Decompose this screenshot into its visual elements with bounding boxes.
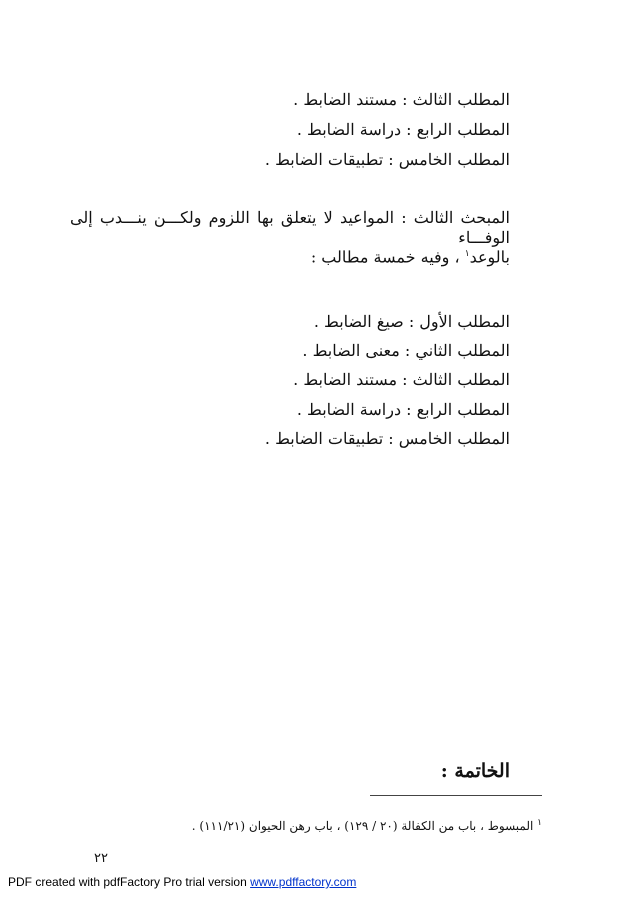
conclusion-heading: الخاتمة : <box>440 760 510 782</box>
section-a-item-2: المطلب الرابع : دراسة الضابط . <box>296 120 510 139</box>
research-heading-line-2-start: بالوعد <box>469 247 510 267</box>
research-heading-line-2-end: ، وفيه خمسة مطالب : <box>310 247 465 267</box>
footnote-text: المبسوط ، باب من الكفالة (٢٠ / ١٢٩) ، باب رهن الحيوان (١١١/٢١) . <box>191 819 534 833</box>
page-number: ٢٢ <box>94 851 108 866</box>
pdf-footer-text: PDF created with pdfFactory Pro trial version <box>8 875 251 889</box>
section-a-item-1: المطلب الثالث : مستند الضابط . <box>293 90 510 109</box>
section-a-item-3: المطلب الخامس : تطبيقات الضابط . <box>264 150 510 169</box>
research-heading-line-1: المبحث الثالث : المواعيد لا يتعلق بها اللزوم ولكـــن ينـــدب إلى الوفـــاء <box>70 208 510 247</box>
footnote-separator <box>370 795 542 796</box>
section-b-item-5: المطلب الخامس : تطبيقات الضابط . <box>264 429 510 448</box>
pdf-footer-link[interactable]: www.pdffactory.com <box>250 875 357 889</box>
section-b-item-2: المطلب الثاني : معنى الضابط . <box>302 341 510 360</box>
section-b-item-4: المطلب الرابع : دراسة الضابط . <box>296 400 510 419</box>
section-b-item-3: المطلب الثالث : مستند الضابط . <box>293 370 510 389</box>
footnote-reference: ١ <box>464 249 470 259</box>
research-heading-line-2 <box>311 244 510 267</box>
footnote <box>192 818 542 833</box>
section-b-item-1: المطلب الأول : صيغ الضابط . <box>313 312 510 331</box>
footnote-mark: ١ <box>537 818 542 828</box>
pdf-footer <box>8 875 356 889</box>
